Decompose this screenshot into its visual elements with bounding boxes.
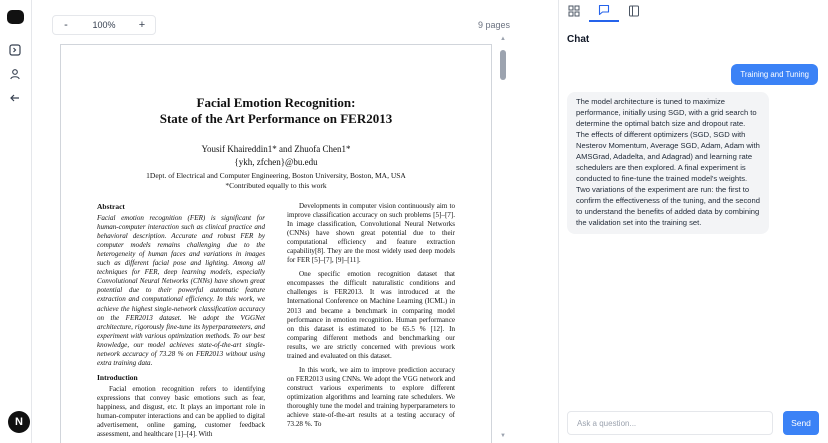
paper-title-line-1: Facial Emotion Recognition: bbox=[196, 95, 356, 110]
paper-note: *Contributed equally to this work bbox=[225, 181, 327, 190]
abstract-heading: Abstract bbox=[97, 202, 125, 211]
viewer-toolbar bbox=[32, 0, 520, 48]
paper-title bbox=[61, 95, 491, 127]
panel-tabs bbox=[559, 0, 828, 24]
paper-paragraph: One specific emotion recognition dataset that encompasses the difficult naturalistic conditions and challenges is FER2013. It was introduced at the International Conference on Machine Learning (ICML) in 2013 and became a benchmark in comparing model performance in emotion recognition. Human performance on this dataset is estimated to be 65.5 % [12]. In comparing different methods and benchmarking our results, we are strictly concerned with previous work trained and evaluated on this dataset. bbox=[287, 270, 455, 360]
paper-affiliation: 1Dept. of Electrical and Computer Engineering, Boston University, Boston, MA, USA bbox=[146, 171, 406, 180]
grid-icon bbox=[568, 5, 580, 17]
paper-paragraph: Developments in computer vision continuously aim to improve classification accuracy on such problems [5]–[7]. In image classification, Convolutional Neural Networks (CNNs) have shown great potential due to their computational efficiency and feature extraction capability[8]. They are the most widely used deep models for FER [5]–[7], [9]–[11]. bbox=[287, 202, 455, 265]
scroll-down-icon[interactable]: ▼ bbox=[500, 433, 506, 439]
back-arrow-icon[interactable] bbox=[8, 91, 22, 105]
panel-layout-icon bbox=[628, 5, 640, 17]
zoom-control bbox=[52, 15, 156, 35]
zoom-in-button[interactable]: + bbox=[138, 19, 146, 31]
introduction-heading: Introduction bbox=[97, 372, 138, 382]
chat-bubble-icon bbox=[598, 4, 610, 16]
pdf-page bbox=[60, 44, 492, 443]
paper-emails: {ykh, zfchen}@bu.edu bbox=[234, 157, 318, 167]
tab-chat[interactable] bbox=[589, 0, 619, 22]
viewer-scrollbar[interactable] bbox=[499, 34, 507, 443]
tab-grid[interactable] bbox=[559, 0, 589, 22]
zoom-level: 100% bbox=[92, 20, 116, 30]
paper-paragraph: In this work, we aim to improve prediction accuracy on FER2013 using CNNs. We adopt the VGG network and construct various experiments to explore different optimization algorithms and learning rate schedulers. We thoroughly tune the model and training hyperparameters to achieve state-of-the-art results at a testing accuracy of 73.28 %. To bbox=[287, 365, 455, 429]
question-input-wrapper bbox=[567, 411, 773, 435]
user-icon[interactable] bbox=[8, 67, 22, 81]
paper-title-line-2: State of the Art Performance on FER2013 bbox=[159, 111, 393, 126]
scrollbar-thumb[interactable] bbox=[500, 50, 506, 80]
paper-affiliation-block bbox=[61, 171, 491, 191]
avatar[interactable]: N bbox=[8, 411, 30, 433]
chat-title: Chat bbox=[567, 34, 590, 45]
chat-panel bbox=[558, 0, 828, 443]
send-button[interactable]: Send bbox=[783, 411, 819, 435]
paper-authors-block bbox=[61, 143, 491, 169]
sidebar-toggle-icon[interactable] bbox=[8, 43, 22, 57]
document-viewer bbox=[32, 0, 520, 443]
user-message: Training and Tuning bbox=[731, 64, 818, 85]
abstract-text: Facial emotion recognition (FER) is significant for human-computer interaction such as clinical practice and behavioral description. Accurate and robust FER by computer models remains challenging due to the heterogeneity of human faces and variations in images such as different facial pose and lighting. Among all techniques for FER, deep learning models, especially Convolutional Neural Networks (CNNs) have shown great potential due to their powerful automatic feature extraction and computational efficiency. In this work, we achieve the highest single-network classification accuracy on the FER2013 dataset. We adopt the VGGNet architecture, rigorously fine-tune its hyperparameters, and experiment with various optimization methods. To our best knowledge, our model achieves state-of-the-art single-network accuracy of 73.28 % on FER2013 without using extra training data. bbox=[97, 214, 265, 367]
question-input[interactable] bbox=[568, 412, 772, 434]
app-logo[interactable] bbox=[7, 10, 24, 24]
paper-right-column bbox=[287, 202, 455, 434]
assistant-message: The model architecture is tuned to maximize performance, initially using SGD, with a grid search to determine the optimal batch size and dropout rate. The effects of different optimizers (SGD, SGD with Nesterov Momentum, Average SGD, Adam, Adam with AMSGrad, Adadelta, and Adagrad) and learning rate schedulers are then explored. A final experiment is conducted to fine-tune the trained model's weights. Two variations of the experiment are run: the first to confirm the effectiveness of the tuning, and the second to understand the benefits of added data by combining the validation set into the training set. bbox=[567, 92, 769, 234]
paper-authors: Yousif Khaireddin1* and Zhuofa Chen1* bbox=[201, 144, 351, 154]
paper-left-column bbox=[97, 202, 265, 443]
left-rail bbox=[0, 0, 32, 443]
introduction-text: Facial emotion recognition refers to identifying expressions that convey basic emotions such as fear, happiness, and disgust, etc. It plays an important role in human-computer interactions and can be applied to digital advertisement, online gaming, customer feedback assessment, and healthcare [1]–[4]. With bbox=[97, 384, 265, 439]
zoom-out-button[interactable]: - bbox=[64, 19, 68, 31]
page-count: 9 pages bbox=[477, 20, 510, 30]
tab-document[interactable] bbox=[619, 0, 649, 22]
scroll-up-icon[interactable]: ▲ bbox=[500, 36, 506, 42]
